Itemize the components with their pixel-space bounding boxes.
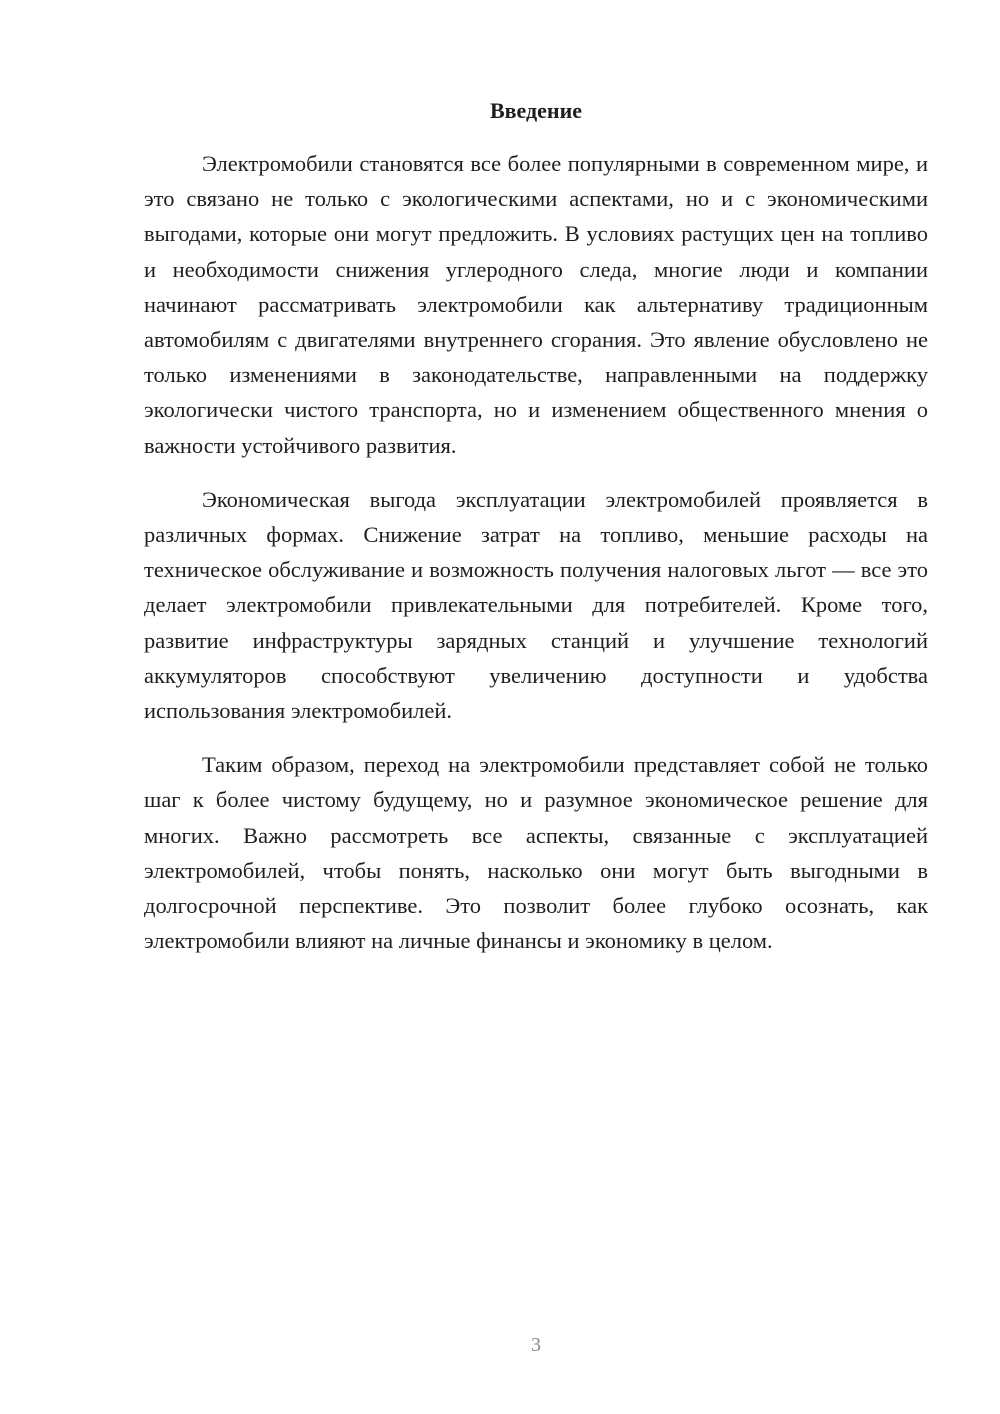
paragraph-3: Таким образом, переход на электромобили представляет собой не только шаг к более чистому будущему, но и разумное экономическое решение для многих. Важно рассмотреть все аспекты, связанные с эксплуатацией электромобилей, чтобы понять, насколько они могут быть выгодными в долгосрочной перспективе. Это позволит более глубоко осознать, как электромобили влияют на личные финансы и экономику в целом. <box>144 752 928 954</box>
section-heading: Введение <box>489 98 583 123</box>
page-content <box>144 96 928 977</box>
page-number: 3 <box>531 1334 541 1356</box>
paragraph-1: Электромобили становятся все более популярными в современном мире, и это связано не только с экологическими аспектами, но и с экономическими выгодами, которые они могут предложить. В условиях растущих цен на топливо и необходимости снижения углеродного следа, многие люди и компании начинают рассматривать электромобили как альтернативу традиционным автомобилям с двигателями внутреннего сгорания. Это явление обусловлено не только изменениями в законодательстве, направленными на поддержку экологически чистого транспорта, но и изменением общественного мнения о важности устойчивого развития. <box>144 151 928 458</box>
paragraph-2: Экономическая выгода эксплуатации электромобилей проявляется в различных формах. Снижение затрат на топливо, меньшие расходы на техническое обслуживание и возможность получения налоговых льгот — все это делает электромобили привлекательными для потребителей. Кроме того, развитие инфраструктуры зарядных станций и улучшение технологий аккумуляторов способствуют увеличению доступности и удобства использования электромобилей. <box>144 486 928 724</box>
